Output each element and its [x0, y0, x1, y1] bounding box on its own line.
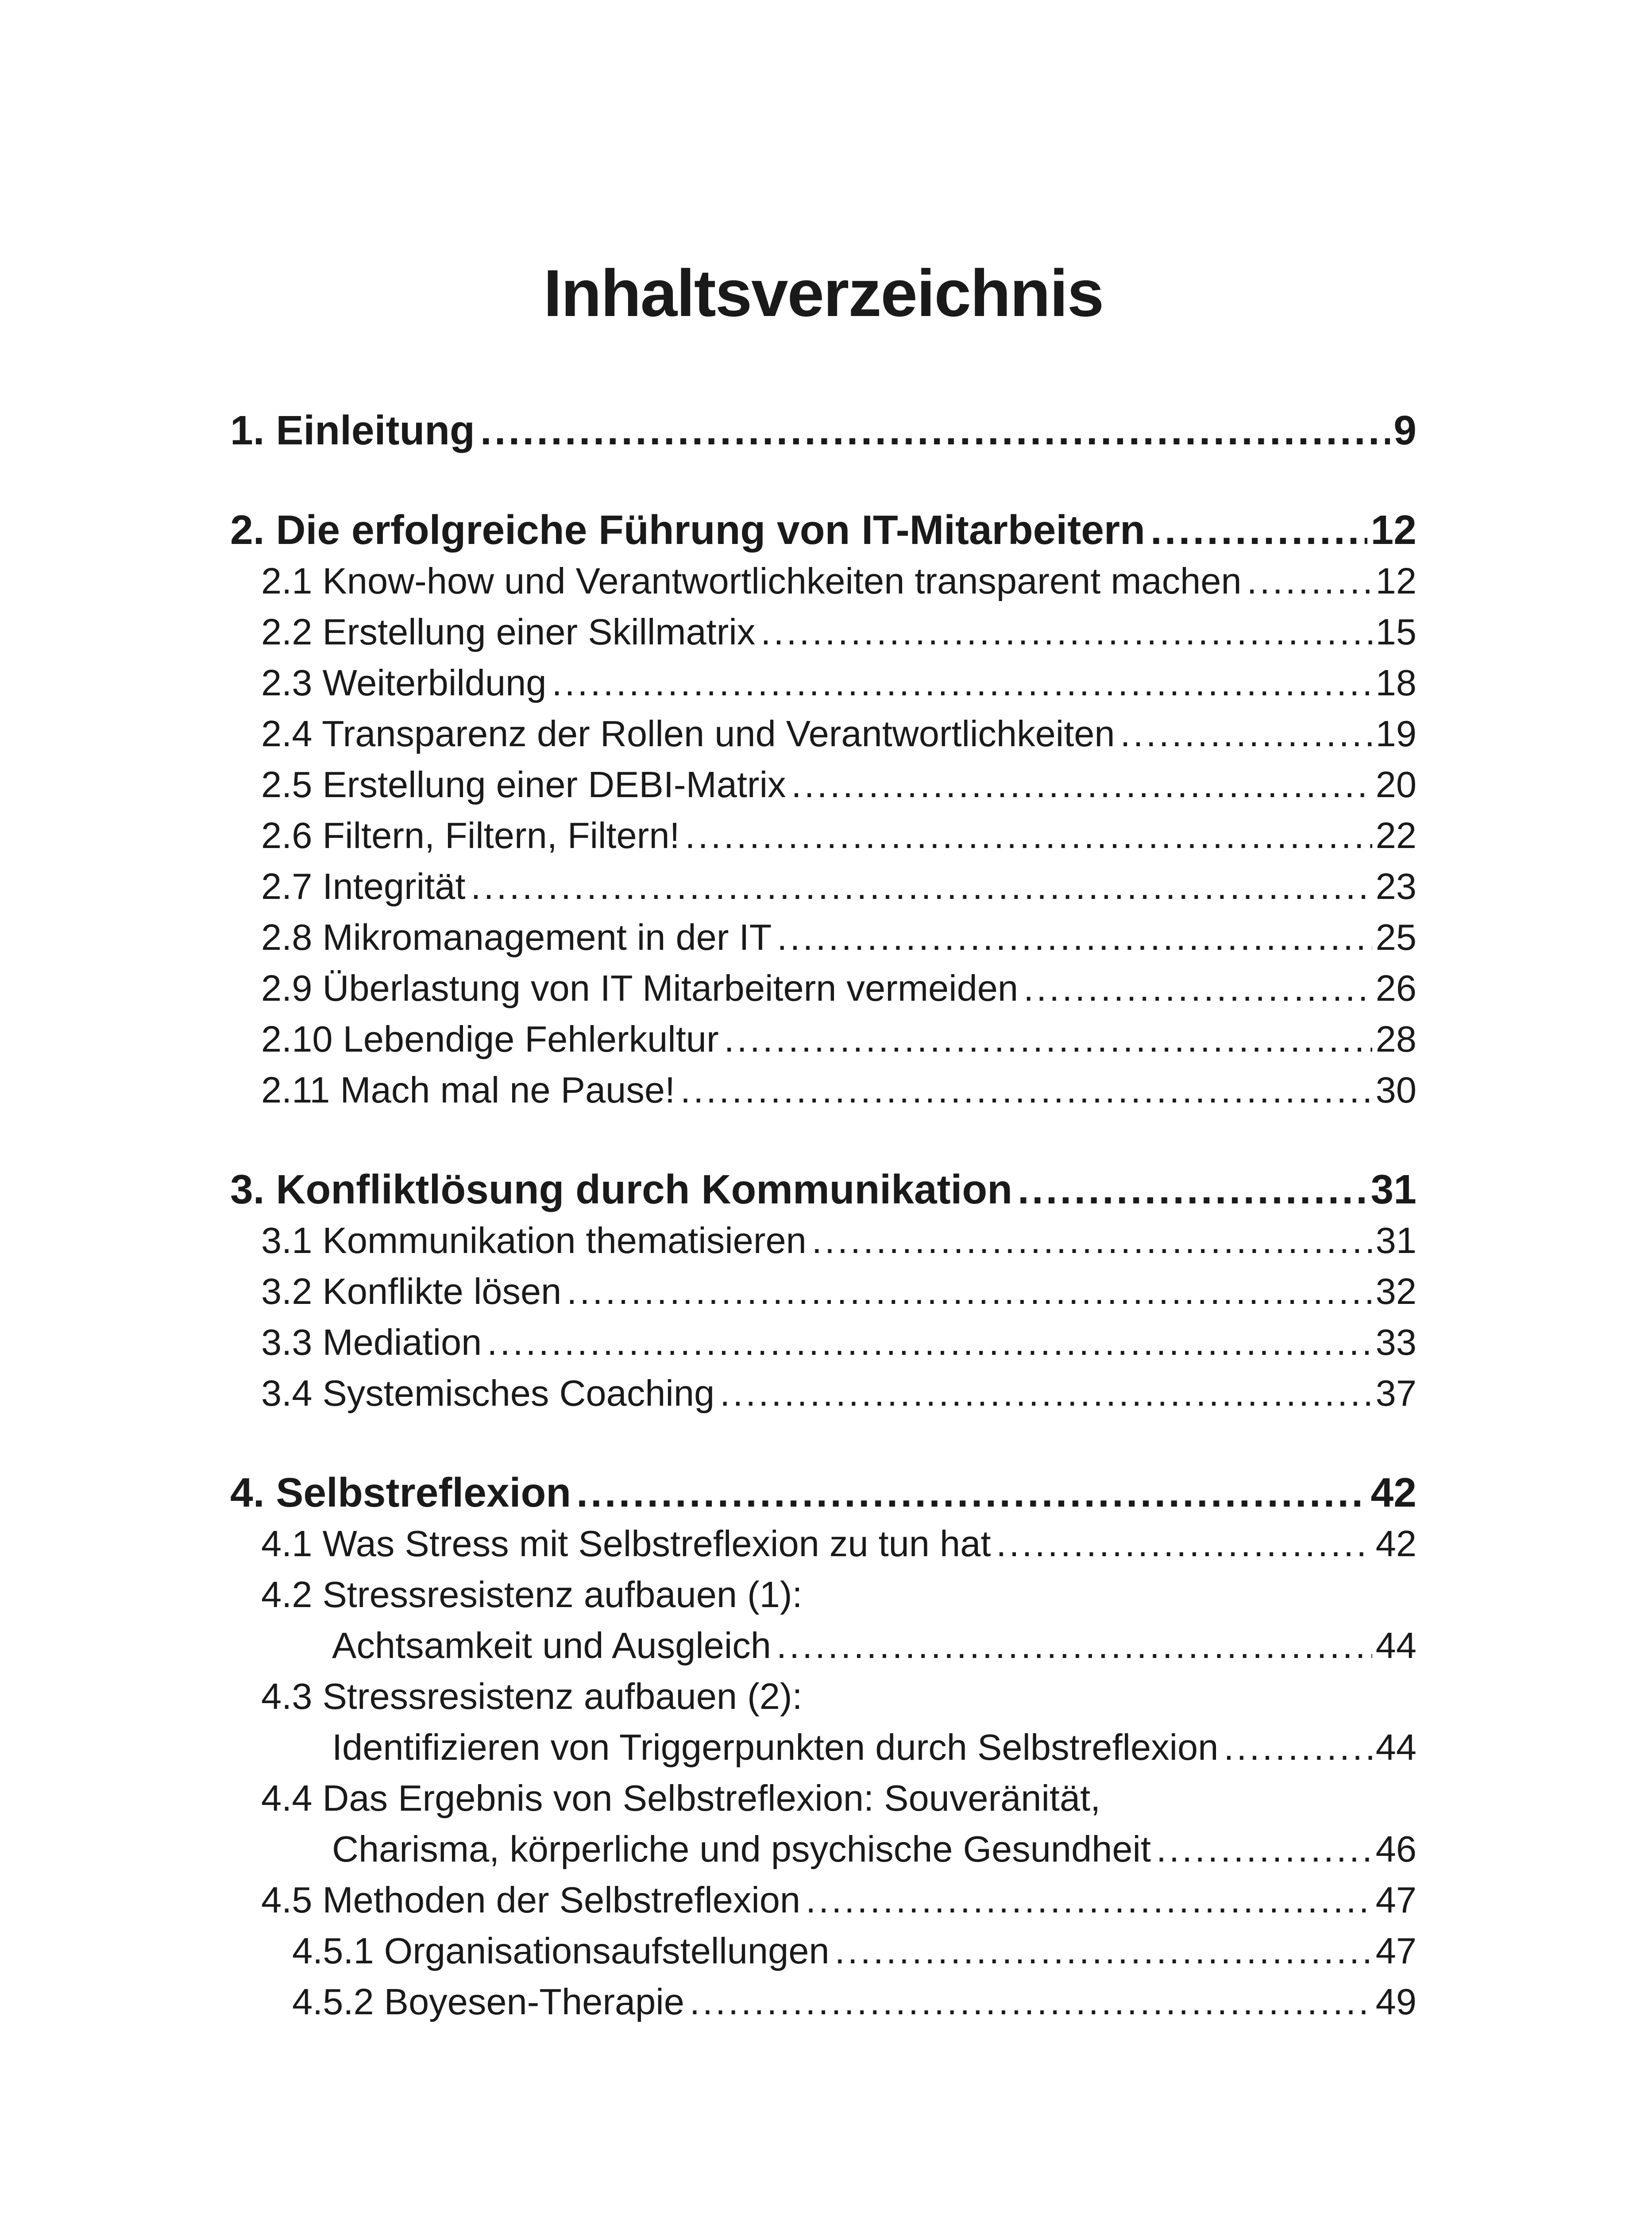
- toc-chapter[interactable]: [230, 1164, 1417, 1215]
- toc-chapter[interactable]: [230, 405, 1417, 456]
- toc-page-number: 32: [1375, 1271, 1417, 1312]
- toc-section-continued[interactable]: [230, 1824, 1417, 1874]
- dot-leader: [777, 912, 1372, 963]
- toc-page-number: 23: [1375, 866, 1417, 907]
- toc-page-number: 15: [1375, 611, 1417, 652]
- dot-leader: [1150, 505, 1367, 555]
- toc-section[interactable]: [230, 810, 1417, 861]
- toc-page-number: 22: [1375, 815, 1417, 856]
- toc-entry-label: 3.3 Mediation: [261, 1322, 482, 1363]
- toc-section[interactable]: [230, 1215, 1417, 1266]
- toc-entry-label: 1. Einleitung: [230, 407, 475, 453]
- toc-section-continued[interactable]: [230, 1722, 1417, 1773]
- dot-leader: [835, 1925, 1372, 1976]
- dot-leader: [576, 1467, 1367, 1518]
- toc-entry-label: 4.3 Stressresistenz aufbauen (2):: [261, 1676, 803, 1717]
- toc-section[interactable]: [230, 1569, 1417, 1620]
- dot-leader: [806, 1874, 1372, 1925]
- toc-page-number: 19: [1375, 713, 1417, 754]
- toc-entry-label: 4.5 Methoden der Selbstreflexion: [261, 1879, 801, 1920]
- page-title: Inhaltsverzeichnis: [543, 256, 1104, 330]
- toc-page-number: 47: [1375, 1930, 1417, 1971]
- dot-leader: [812, 1215, 1372, 1266]
- toc-section[interactable]: [230, 861, 1417, 912]
- dot-leader: [480, 405, 1390, 456]
- toc-entry-label: 4.2 Stressresistenz aufbauen (1):: [261, 1574, 803, 1615]
- dot-leader: [1247, 555, 1372, 606]
- toc-list: [230, 405, 1417, 2027]
- toc-page-number: 46: [1375, 1828, 1417, 1870]
- toc-entry-label: 2.11 Mach mal ne Pause!: [261, 1069, 675, 1110]
- toc-section[interactable]: [230, 963, 1417, 1014]
- dot-leader: [471, 861, 1372, 912]
- toc-entry-label: 2.4 Transparenz der Rollen und Verantwortlichkeiten: [261, 713, 1115, 754]
- toc-section-continued[interactable]: [230, 1620, 1417, 1671]
- dot-leader: [720, 1368, 1372, 1419]
- toc-entry-label: 2.5 Erstellung einer DEBI-Matrix: [261, 764, 786, 805]
- toc-section[interactable]: [230, 1773, 1417, 1824]
- toc-page-number: 31: [1370, 1166, 1417, 1212]
- dot-leader: [760, 606, 1372, 657]
- toc-section[interactable]: [230, 555, 1417, 606]
- toc-page-number: 30: [1375, 1069, 1417, 1110]
- dot-leader: [776, 1620, 1372, 1671]
- toc-entry-label: 2.1 Know-how und Verantwortlichkeiten transparent machen: [261, 560, 1242, 601]
- toc-section[interactable]: [230, 708, 1417, 759]
- toc-chapter[interactable]: [230, 1467, 1417, 1518]
- dot-leader: [1023, 963, 1372, 1014]
- toc-entry-label: 2.3 Weiterbildung: [261, 662, 547, 703]
- toc-page-number: 49: [1375, 1981, 1417, 2022]
- dot-leader: [1224, 1722, 1372, 1773]
- toc-page-number: 37: [1375, 1373, 1417, 1414]
- toc-entry-label: Charisma, körperliche und psychische Gesundheit: [332, 1828, 1151, 1870]
- toc-entry-label: 3.1 Kommunikation thematisieren: [261, 1220, 807, 1261]
- toc-entry-label: 4.5.2 Boyesen-Therapie: [292, 1981, 684, 2022]
- dot-leader: [1156, 1824, 1372, 1874]
- toc-entry-label: Identifizieren von Triggerpunkten durch Selbstreflexion: [332, 1727, 1219, 1768]
- toc-section[interactable]: [230, 1014, 1417, 1064]
- toc-entry-label: 4.4 Das Ergebnis von Selbstreflexion: Souveränität,: [261, 1777, 1101, 1819]
- toc-page-number: 26: [1375, 968, 1417, 1009]
- toc-section[interactable]: [230, 1317, 1417, 1368]
- toc-page-number: 44: [1375, 1727, 1417, 1768]
- toc-section[interactable]: [230, 1671, 1417, 1722]
- toc-entry-label: 2.9 Überlastung von IT Mitarbeitern vermeiden: [261, 968, 1019, 1009]
- toc-section[interactable]: [230, 759, 1417, 810]
- dot-leader: [1120, 708, 1372, 759]
- toc-subsection[interactable]: [230, 1925, 1417, 1976]
- toc-entry-label: 4.1 Was Stress mit Selbstreflexion zu tun hat: [261, 1523, 991, 1564]
- toc-entry-label: 3.4 Systemisches Coaching: [261, 1373, 715, 1414]
- dot-leader: [552, 657, 1372, 708]
- toc-section[interactable]: [230, 1064, 1417, 1115]
- toc-page-number: 47: [1375, 1879, 1417, 1920]
- toc-section[interactable]: [230, 1518, 1417, 1569]
- toc-section[interactable]: [230, 1266, 1417, 1317]
- dot-leader: [724, 1014, 1372, 1064]
- toc-entry-label: Achtsamkeit und Ausgleich: [332, 1625, 771, 1666]
- toc-page-number: 25: [1375, 917, 1417, 958]
- toc-page-number: 9: [1393, 407, 1417, 453]
- toc-section[interactable]: [230, 1368, 1417, 1419]
- toc-subsection[interactable]: [230, 1976, 1417, 2027]
- toc-entry-label: 2.8 Mikromanagement in der IT: [261, 917, 772, 958]
- toc-entry-label: 2.6 Filtern, Filtern, Filtern!: [261, 815, 680, 856]
- toc-entry-label: 2.7 Integrität: [261, 866, 466, 907]
- dot-leader: [996, 1518, 1372, 1569]
- dot-leader: [685, 810, 1372, 861]
- toc-page-number: 12: [1370, 507, 1417, 553]
- toc-page-number: 18: [1375, 662, 1417, 703]
- toc-page: [230, 257, 1417, 2027]
- toc-page-number: 44: [1375, 1625, 1417, 1666]
- toc-entry-label: 2.2 Erstellung einer Skillmatrix: [261, 611, 756, 652]
- toc-page-number: 42: [1375, 1523, 1417, 1564]
- toc-entry-label: 4.5.1 Organisationsaufstellungen: [292, 1930, 830, 1971]
- toc-entry-label: 3.2 Konflikte lösen: [261, 1271, 562, 1312]
- toc-entry-label: 3. Konfliktlösung durch Kommunikation: [230, 1166, 1012, 1212]
- dot-leader: [690, 1976, 1372, 2027]
- toc-section[interactable]: [230, 912, 1417, 963]
- toc-page-number: 31: [1375, 1220, 1417, 1261]
- dot-leader: [680, 1064, 1372, 1115]
- dot-leader: [791, 759, 1372, 810]
- toc-page-number: 20: [1375, 764, 1417, 805]
- dot-leader: [567, 1266, 1372, 1317]
- toc-section[interactable]: [230, 606, 1417, 657]
- toc-page-number: 42: [1370, 1469, 1417, 1515]
- toc-page-number: 33: [1375, 1322, 1417, 1363]
- dot-leader: [487, 1317, 1372, 1368]
- toc-entry-label: 2. Die erfolgreiche Führung von IT-Mitarbeitern: [230, 507, 1145, 553]
- toc-chapter[interactable]: [230, 505, 1417, 555]
- toc-entry-label: 2.10 Lebendige Fehlerkultur: [261, 1018, 719, 1060]
- toc-page-number: 12: [1375, 560, 1417, 601]
- dot-leader: [1018, 1164, 1367, 1215]
- toc-section[interactable]: [230, 657, 1417, 708]
- toc-section[interactable]: [230, 1874, 1417, 1925]
- toc-entry-label: 4. Selbstreflexion: [230, 1469, 571, 1515]
- toc-page-number: 28: [1375, 1018, 1417, 1060]
